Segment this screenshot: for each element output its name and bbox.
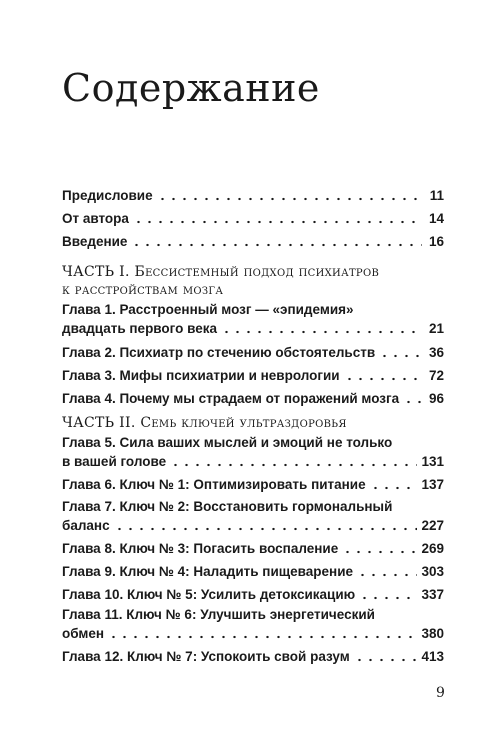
dot-leader <box>357 563 417 577</box>
entry-label: Глава 6. Ключ № 1: Оптимизировать питание <box>62 477 366 492</box>
toc-entry <box>62 208 444 226</box>
part-heading-line: к расстройствам мозга <box>62 282 224 298</box>
entry-label: Предисловие <box>62 188 153 203</box>
entry-label: обмен <box>62 626 105 641</box>
dot-leader <box>379 344 422 358</box>
toc-entry <box>62 646 444 664</box>
entry-label-line1: Глава 7. Ключ № 2: Восстановить гормональный <box>62 499 393 514</box>
part-heading <box>62 414 444 432</box>
toc-entry <box>62 538 444 556</box>
entry-label: Глава 9. Ключ № 4: Наладить пищеварение <box>62 564 353 579</box>
entry-label: Глава 3. Мифы психиатрии и неврологии <box>62 368 340 383</box>
dot-leader <box>170 453 417 467</box>
entry-page: 137 <box>421 477 444 492</box>
toc-entry <box>62 318 444 336</box>
dot-leader <box>133 210 422 224</box>
dot-leader <box>108 625 417 639</box>
toc-entry <box>62 623 444 641</box>
entry-label: в вашей голове <box>62 454 167 469</box>
entry-label-line1: Глава 5. Сила ваших мыслей и эмоций не только <box>62 435 393 450</box>
entry-label: Глава 4. Почему мы страдаем от поражений мозга <box>62 391 400 406</box>
entry-label: От автора <box>62 211 129 226</box>
toc-entry <box>62 342 444 360</box>
entry-page: 16 <box>428 234 444 249</box>
entry-page: 303 <box>421 564 444 579</box>
dot-leader <box>403 390 422 404</box>
entry-label: двадцать первого века <box>62 321 218 336</box>
dot-leader <box>359 586 417 600</box>
page-title: Содержание <box>62 66 320 110</box>
dot-leader <box>370 476 418 490</box>
dot-leader <box>344 367 422 381</box>
toc-entry <box>62 515 444 533</box>
entry-label: баланс <box>62 518 110 533</box>
entry-page: 413 <box>421 649 444 664</box>
toc-entry <box>62 451 444 469</box>
entry-page: 227 <box>421 518 444 533</box>
part-heading-line: ЧАСТЬ II. Семь ключей ультраздоровья <box>62 415 347 431</box>
entry-label: Глава 12. Ключ № 7: Успокоить свой разум <box>62 649 350 664</box>
entry-page: 96 <box>428 391 444 406</box>
dot-leader <box>342 540 417 554</box>
entry-page: 337 <box>421 587 444 602</box>
toc-entry <box>62 474 444 492</box>
entry-page: 269 <box>421 541 444 556</box>
entry-page: 380 <box>421 626 444 641</box>
toc-entry <box>62 561 444 579</box>
entry-label-line1: Глава 1. Расстроенный мозг — «эпидемия» <box>62 302 354 317</box>
page-number: 9 <box>436 685 445 701</box>
entry-page: 11 <box>429 188 444 203</box>
toc-entry <box>62 365 444 383</box>
toc-entry <box>62 388 444 406</box>
toc-entry <box>62 584 444 602</box>
entry-page: 14 <box>428 211 444 226</box>
dot-leader <box>157 187 422 201</box>
part-heading-line: ЧАСТЬ I. Бессистемный подход психиатров <box>62 264 380 280</box>
dot-leader <box>114 517 418 531</box>
toc-entry <box>62 185 444 203</box>
dot-leader <box>221 320 422 334</box>
entry-label: Глава 10. Ключ № 5: Усилить детоксикацию <box>62 587 356 602</box>
entry-label-line1: Глава 11. Ключ № 6: Улучшить энергетический <box>62 607 375 622</box>
part-heading <box>62 263 444 299</box>
entry-page: 72 <box>428 368 444 383</box>
dot-leader <box>131 233 422 247</box>
entry-page: 21 <box>428 321 444 336</box>
toc-entry <box>62 231 444 249</box>
entry-page: 131 <box>421 454 444 469</box>
entry-page: 36 <box>428 345 444 360</box>
dot-leader <box>354 648 418 662</box>
entry-label: Введение <box>62 234 128 249</box>
entry-label: Глава 2. Психиатр по стечению обстоятельств <box>62 345 376 360</box>
entry-label: Глава 8. Ключ № 3: Погасить воспаление <box>62 541 339 556</box>
